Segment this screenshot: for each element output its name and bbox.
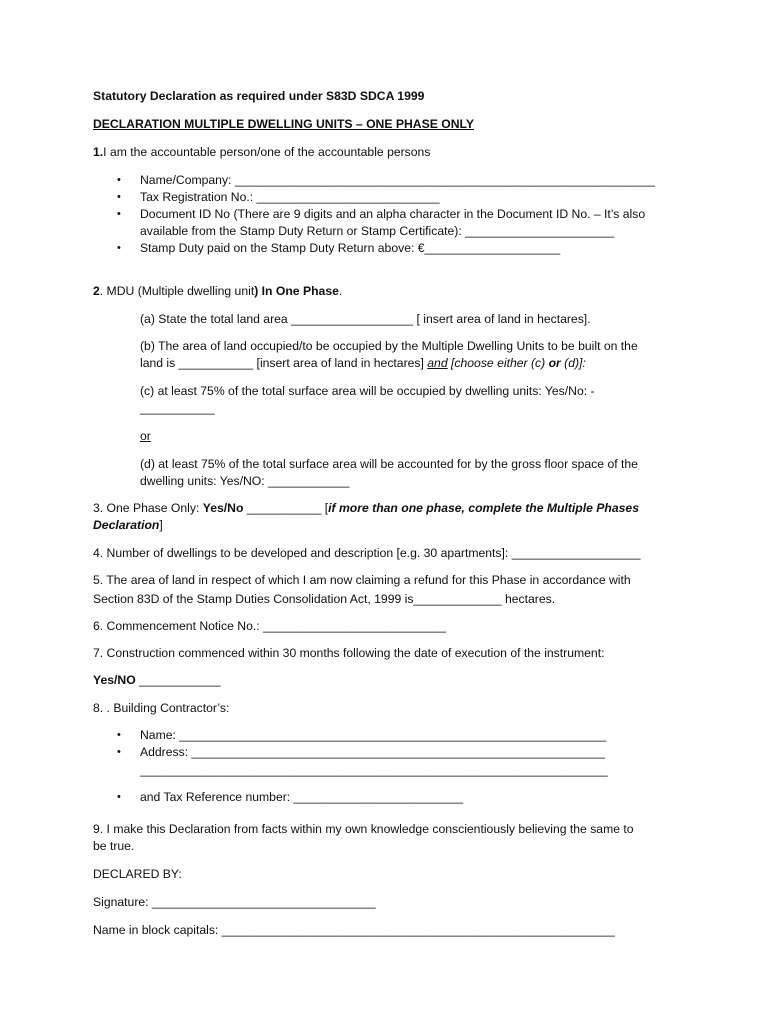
section-3-note-cont [93, 517, 163, 534]
area-occupied-field[interactable] [140, 355, 586, 372]
number-of-dwellings-field[interactable]: 4. Number of dwellings to be developed and description [e.g. 30 apartments]: ___________________ [93, 546, 641, 560]
bullet-icon: • [117, 242, 121, 254]
choose-d-text: (d)]: [560, 356, 586, 370]
section-7-yesno: Yes/NO [93, 673, 136, 687]
option-c-field[interactable]: ___________ [140, 401, 215, 415]
bullet-icon: • [117, 191, 121, 203]
document-subtitle: DECLARATION MULTIPLE DWELLING UNITS – ONE PHASE ONLY [93, 117, 474, 131]
document-id-field[interactable]: available from the Stamp Duty Return or Stamp Certificate): ______________________ [140, 224, 615, 238]
section-1-number: 1. [93, 145, 104, 159]
or-text: or [548, 356, 561, 370]
section-2-number: 2 [93, 284, 100, 298]
section-3-note: if more than one phase, complete the Multiple Phases [328, 501, 639, 515]
bullet-icon: • [117, 791, 121, 803]
bullet-icon: • [117, 746, 121, 758]
section-3-declaration: Declaration [93, 518, 160, 532]
choose-text: [choose either (c) [447, 356, 549, 370]
option-d-label: (d) at least 75% of the total surface area will be accounted for by the gross floor space of the [140, 457, 638, 471]
name-company-field[interactable]: Name/Company: ______________________________________________________________ [140, 173, 656, 187]
refund-area-field[interactable]: Section 83D of the Stamp Duties Consolidation Act, 1999 is_____________ hectares. [93, 592, 556, 606]
contractor-tax-reference-field[interactable]: and Tax Reference number: _________________________ [140, 790, 464, 804]
section-9-text-cont: be true. [93, 839, 135, 853]
declared-by-label: DECLARED BY: [93, 867, 182, 881]
option-c-label: (c) at least 75% of the total surface area will be occupied by dwelling units: Yes/No: - [140, 384, 595, 398]
option-d-field[interactable]: dwelling units: Yes/NO: ____________ [140, 474, 350, 488]
stamp-duty-field[interactable]: Stamp Duty paid on the Stamp Duty Return above: €____________________ [140, 241, 561, 255]
section-3-yesno: Yes/No [202, 501, 244, 515]
section-2-bold: ) In One Phase [254, 284, 339, 298]
document-title: Statutory Declaration as required under S83D SDCA 1999 [93, 89, 425, 103]
document-id-label: Document ID No (There are 9 digits and an alpha character in the Document ID No. – It’s also [140, 207, 646, 221]
bullet-icon: • [117, 729, 121, 741]
and-text: and [427, 356, 448, 370]
total-land-area-field[interactable]: (a) State the total land area __________________ [ insert area of land in hectares]. [140, 312, 591, 326]
area-occupied-label: (b) The area of land occupied/to be occupied by the Multiple Dwelling Units to be built on the [140, 339, 638, 353]
bullet-icon: • [117, 174, 121, 186]
section-7-blank: ____________ [135, 673, 221, 687]
block-capitals-name-field[interactable]: Name in block capitals: __________________________________________________________ [93, 923, 615, 937]
tax-registration-field[interactable]: Tax Registration No.: ___________________________ [140, 190, 440, 204]
section-1-heading [93, 144, 430, 161]
bullet-icon: • [117, 208, 121, 220]
section-2-text: . MDU (Multiple dwelling unit [99, 284, 255, 298]
section-3-field[interactable] [93, 500, 639, 517]
section-3-blank: ___________ [ [243, 501, 329, 515]
construction-commenced-field[interactable] [93, 672, 220, 689]
section-7-text: 7. Construction commenced within 30 months following the date of execution of the instrument: [93, 646, 605, 660]
section-2-period: . [338, 284, 343, 298]
section-3-text: 3. One Phase Only: [93, 501, 203, 515]
contractor-name-field[interactable]: Name: _______________________________________________________________ [140, 728, 607, 742]
section-2-heading [93, 283, 342, 300]
contractor-address-line-2[interactable]: _____________________________________________________________________ [140, 763, 608, 777]
section-3-bracket: ] [159, 518, 163, 532]
section-8-heading: 8. . Building Contractor’s: [93, 701, 230, 715]
signature-field[interactable]: Signature: _________________________________ [93, 895, 376, 909]
contractor-address-field[interactable]: Address: _____________________________________________________________ [140, 745, 605, 759]
or-separator: or [140, 429, 151, 443]
section-1-text: I am the accountable person/one of the accountable persons [103, 145, 431, 159]
area-occupied-text: land is ___________ [insert area of land in hectares] [140, 356, 428, 370]
commencement-notice-field[interactable]: 6. Commencement Notice No.: ___________________________ [93, 619, 447, 633]
refund-area-label: 5. The area of land in respect of which I am now claiming a refund for this Phase in accordance with [93, 573, 631, 587]
section-9-text: 9. I make this Declaration from facts within my own knowledge conscientiously believing the same to [93, 822, 634, 836]
